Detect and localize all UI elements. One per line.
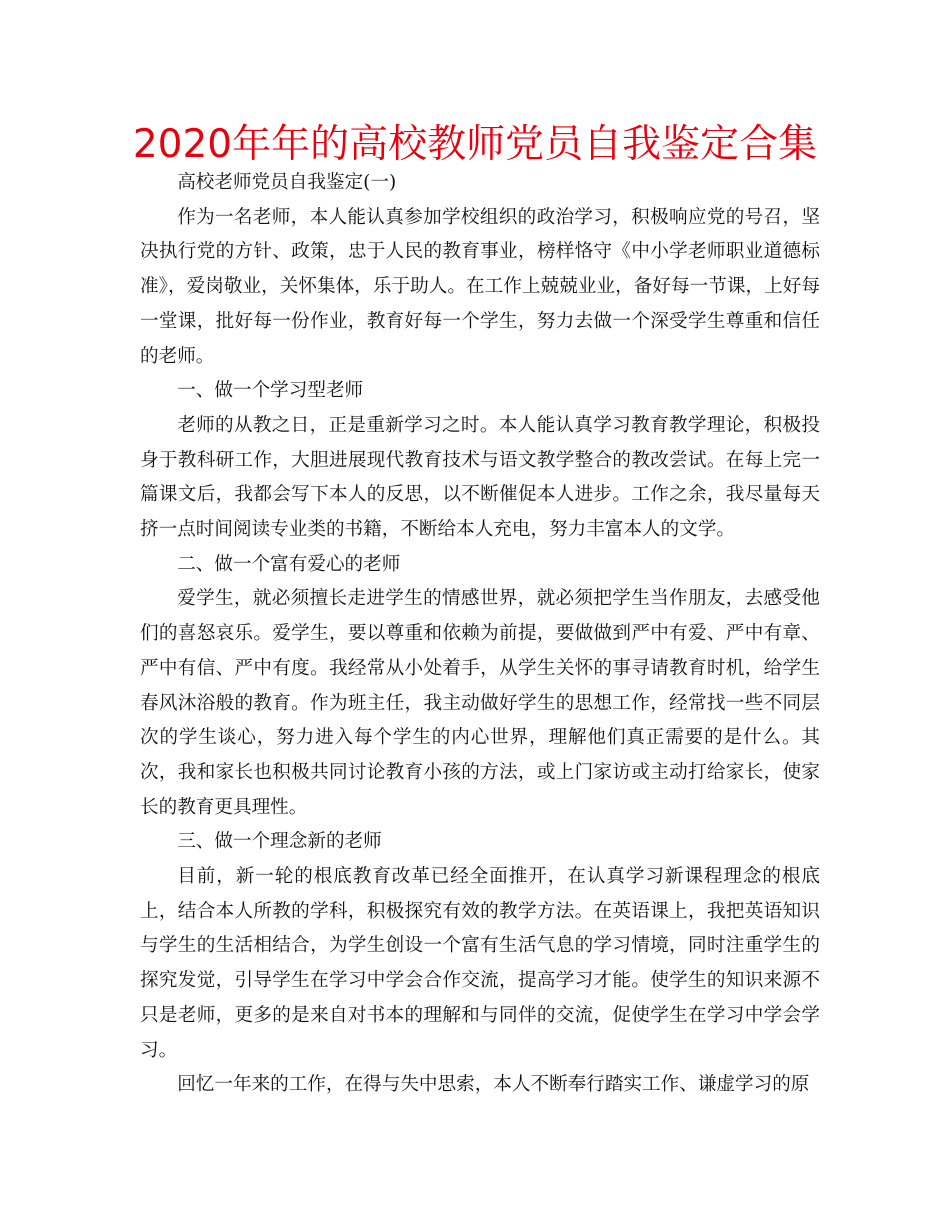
document-title: 2020年年的高校教师党员自我鉴定合集: [132, 122, 818, 167]
section-heading: 二、做一个富有爱心的老师: [177, 553, 401, 575]
subtitle: 高校老师党员自我鉴定(一): [177, 172, 397, 193]
paragraph: 作为一名老师，本人能认真参加学校组织的政治学习，积极响应党的号召，坚决执行党的方针、政策，忠于人民的教育事业，榜样恪守《中小学老师职业道德标准》，爱岗敬业，关怀集体，乐于助人。在工作上兢兢业业，备好每一节课，上好每一堂课，批好每一份作业，教育好每一个学生，努力去做一个深受学生尊重和信任的老师。: [140, 206, 820, 367]
paragraph: 回忆一年来的工作，在得与失中思索，本人不断奉行踏实工作、谦虚学习的原: [177, 1074, 810, 1096]
paragraph: 老师的从教之日，正是重新学习之时。本人能认真学习教育教学理论，积极投身于教科研工作，大胆进展现代教育技术与语文教学整合的教改尝试。在每上完一篇课文后，我都会写下本人的反思，以不断催促本人进步。工作之余，我尽量每天挤一点时间阅读专业类的书籍，不断给本人充电，努力丰富本人的文学。: [140, 414, 820, 541]
paragraph: 目前，新一轮的根底教育改革已经全面推开，在认真学习新课程理念的根底上，结合本人所教的学科，积极探究有效的教学方法。在英语课上，我把英语知识与学生的生活相结合，为学生创设一个富有生活气息的学习情境，同时注重学生的探究发觉，引导学生在学习中学会合作交流，提高学习才能。使学生的知识来源不只是老师，更多的是来自对书本的理解和与同伴的交流，促使学生在学习中学会学习。: [140, 866, 820, 1061]
paragraph: 爱学生，就必须擅长走进学生的情感世界，就必须把学生当作朋友，去感受他们的喜怒哀乐。爱学生，要以尊重和依赖为前提，要做做到严中有爱、严中有章、严中有信、严中有度。我经常从小处着手，从学生关怀的事寻请教育时机，给学生春风沐浴般的教育。作为班主任，我主动做好学生的思想工作，经常找一些不同层次的学生谈心，努力进入每个学生的内心世界，理解他们真正需要的是什么。其次，我和家长也积极共同讨论教育小孩的方法，或上门家访或主动打给家长，使家长的教育更具理性。: [140, 588, 820, 818]
section-heading: 三、做一个理念新的老师: [177, 831, 382, 853]
document-body: [140, 166, 820, 1103]
section-heading: 一、做一个学习型老师: [177, 380, 364, 402]
